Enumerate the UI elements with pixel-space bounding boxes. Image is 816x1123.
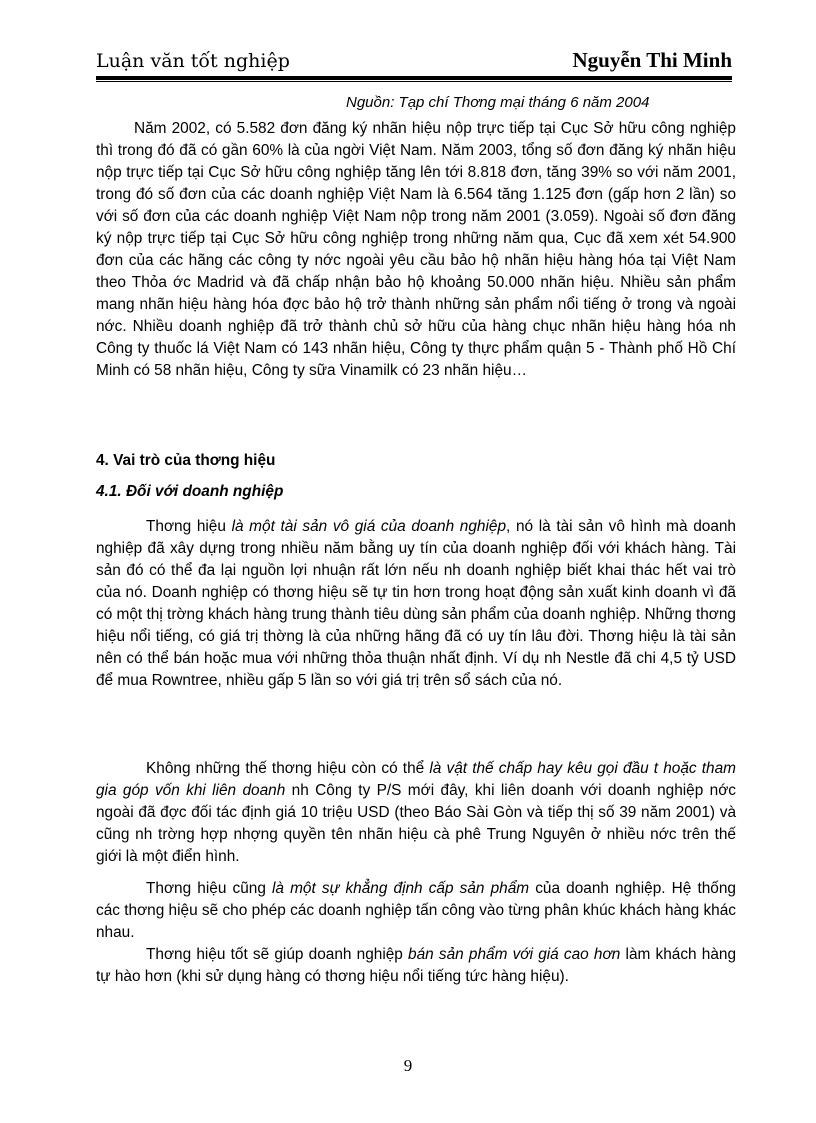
paragraph-text: Thơng hiệu tốt sẽ giúp doanh nghiệp [146, 946, 409, 963]
paragraph-text: Thơng hiệu [146, 518, 232, 535]
source-citation: Nguồn: Tạp chí Thơng mại tháng 6 năm 2004 [346, 94, 650, 111]
paragraph-emphasis: bán sản phẩm với giá cao hơn [408, 946, 621, 963]
paragraph-emphasis: là một tài sản vô giá của doanh nghiệp [231, 518, 507, 535]
paragraph-emphasis: là một sự khẳng định cấp sản phẩm [272, 880, 530, 897]
subsection-heading-4-1: 4.1. Đối với doanh nghiệp [96, 483, 284, 500]
page-number: 9 [403, 1056, 413, 1075]
page-header [96, 44, 732, 74]
paragraph-text: làm khách hàng tự hào hơn (khi sử dụng hàng có thơng hiệu nổi tiếng tức hàng hiệu). [96, 946, 737, 985]
paragraph-brand-collateral [96, 758, 736, 868]
header-rule-thin [96, 81, 732, 82]
paragraph-brand-price [96, 944, 736, 988]
header-author: Nguyễn Thi Minh [572, 48, 732, 72]
paragraph-text: Không những thế thơng hiệu còn có thể [146, 760, 430, 777]
paragraph-text: của doanh nghiệp. Hệ thống các thơng hiệu sẽ cho phép các doanh nghiệp tấn công vào từng phân khúc khách hàng khác nhau. [96, 880, 736, 941]
paragraph-brand-product-level [96, 878, 736, 944]
section-heading-4: 4. Vai trò của thơng hiệu [96, 452, 276, 469]
header-rule-thick [96, 76, 732, 80]
paragraph-statistics: Năm 2002, có 5.582 đơn đăng ký nhãn hiệu nộp trực tiếp tại Cục Sở hữu công nghiệp thì trong đó đã có gần 60% là của ngời Việt Nam. Năm 2003, tổng số đơn đăng ký nhãn hiệu nộp trực tiếp tại Cục Sở hữu công nghiệp tăng lên tới 8.818 đơn, tăng 39% so với năm 2001, trong đó số đơn của các doanh nghiệp Việt Nam là 6.564 tăng 1.125 đơn (gấp hơn 2 lần) so với số đơn của các doanh nghiệp Việt Nam nộp trong năm 2001 (3.059). Ngoài số đơn đăng ký nộp trực tiếp tại Cục Sở hữu công nghiệp trong những năm qua, Cục đã xem xét 54.900 đơn của các hãng các công ty nớc ngoài yêu cầu bảo hộ nhãn hiệu hàng hóa tại Việt Nam theo Thỏa ớc Madrid và đã chấp nhận bảo hộ khoảng 50.000 nhãn hiệu. Nhiều sản phẩm mang nhãn hiệu hàng hóa đợc bảo hộ trở thành những sản phẩm nổi tiếng ở trong và ngoài nớc. Nhiều doanh nghiệp đã trở thành chủ sở hữu của hàng chục nhãn hiệu hàng hóa nh Công ty thuốc lá Việt Nam có 143 nhãn hiệu, Công ty thực phẩm quận 5 - Thành phố Hồ Chí Minh có 58 nhãn hiệu, Công ty sữa Vinamilk có 23 nhãn hiệu… [96, 120, 736, 379]
paragraph-text: , nó là tài sản vô hình mà doanh nghiệp đã xây dựng trong nhiều năm bằng uy tín của doanh nghiệp đối với khách hàng. Tài sản đó có thể đa lại nguồn lợi nhuận rất lớn nếu nh doanh nghiệp biết khai thác hết vai trò của nó. Doanh nghiệp có thơng hiệu sẽ tự tin hơn trong hoạt động sản xuất kinh doanh vì đã có một thị trờng khách hàng trung thành tiêu dùng sản phẩm của doanh nghiệp. Những thơng hiệu nổi tiếng, có giá trị thờng là của những hãng đã có uy tín lâu đời. Thơng hiệu là tài sản nên có thể bán hoặc mua với những thỏa thuận nhất định. Ví dụ nh Nestle đã chi 4,5 tỷ USD để mua Rowntree, nhiều gấp 5 lần so với giá trị trên sổ sách của nó. [96, 518, 736, 689]
paragraph-emphasis: là vật thế chấp hay kêu gọi đầu t hoặc tham gia góp vốn khi liên doanh [96, 760, 736, 799]
header-thesis-title: Luận văn tốt nghiệp [96, 50, 290, 72]
paragraph-text: Thơng hiệu cũng [146, 880, 273, 897]
paragraph-text: nh Công ty P/S mới đây, khi liên doanh với doanh nghiệp nớc ngoài đã đợc đối tác định giá 10 triệu USD (theo Báo Sài Gòn và tiếp thị số 39 năm 2001) và cũng nh trờng hợp nhợng quyền tên nhãn hiệu cà phê Trung Nguyên ở nhiều nớc trên thế giới là một điển hình. [96, 782, 737, 865]
paragraph-brand-asset [96, 516, 736, 692]
